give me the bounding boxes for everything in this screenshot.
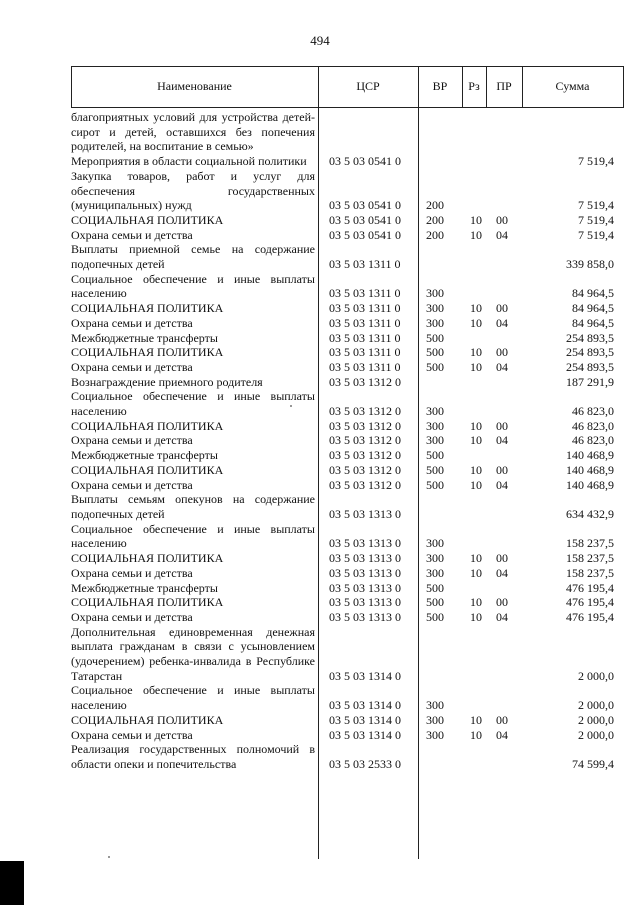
header-sum: Сумма — [555, 79, 590, 93]
row-sum: 140 468,9 — [566, 462, 614, 477]
row-vr: 300 — [426, 418, 444, 433]
row-csr: 03 5 03 1311 0 — [329, 286, 401, 301]
row-sum: 476 195,4 — [566, 580, 614, 595]
row-sum: 158 237,5 — [566, 565, 614, 580]
table-row — [71, 331, 624, 346]
row-name: Закупка товаров, работ и услуг для обеспечения государственных (муниципальных) нужд — [71, 168, 315, 213]
row-sum: 46 823,0 — [572, 404, 614, 419]
table-row — [71, 728, 624, 743]
row-vr: 300 — [426, 698, 444, 713]
row-name: СОЦИАЛЬНАЯ ПОЛИТИКА — [71, 462, 224, 477]
row-vr: 200 — [426, 198, 444, 213]
row-csr: 03 5 03 1312 0 — [329, 433, 401, 448]
table-row — [71, 154, 624, 169]
table-row — [71, 389, 624, 418]
row-pr: 04 — [496, 315, 508, 330]
row-rz: 10 — [470, 359, 482, 374]
row-name: Межбюджетные трансферты — [71, 448, 218, 463]
row-sum: 254 893,5 — [566, 330, 614, 345]
row-rz: 10 — [470, 727, 482, 742]
row-name: Мероприятия в области социальной политики — [71, 154, 307, 169]
row-vr: 500 — [426, 609, 444, 624]
row-name: Выплаты семьям опекунов на содержание подопечных детей — [71, 492, 315, 521]
row-csr: 03 5 03 1311 0 — [329, 345, 401, 360]
row-vr: 500 — [426, 359, 444, 374]
row-rz: 10 — [470, 418, 482, 433]
row-csr: 03 5 03 1313 0 — [329, 551, 401, 566]
row-vr: 500 — [426, 462, 444, 477]
row-pr: 00 — [496, 462, 508, 477]
row-vr: 300 — [426, 536, 444, 551]
table-row — [71, 301, 624, 316]
table-row — [71, 345, 624, 360]
row-pr: 04 — [496, 565, 508, 580]
row-rz: 10 — [470, 595, 482, 610]
row-sum: 7 519,4 — [578, 154, 614, 169]
row-csr: 03 5 03 1312 0 — [329, 374, 401, 389]
row-sum: 84 964,5 — [572, 286, 614, 301]
table-row — [71, 213, 624, 228]
row-csr: 03 5 03 1312 0 — [329, 404, 401, 419]
row-sum: 46 823,0 — [572, 418, 614, 433]
row-rz: 10 — [470, 227, 482, 242]
row-sum: 254 893,5 — [566, 359, 614, 374]
table-row — [71, 433, 624, 448]
row-name: Социальное обеспечение и иные выплаты населению — [71, 389, 315, 419]
column-divider — [623, 66, 624, 108]
row-name: Охрана семьи и детства — [71, 359, 193, 374]
table-row — [71, 228, 624, 243]
row-vr: 500 — [426, 580, 444, 595]
row-csr: 03 5 03 1312 0 — [329, 448, 401, 463]
row-name: Охрана семьи и детства — [71, 315, 193, 330]
row-csr: 03 5 03 1313 0 — [329, 609, 401, 624]
row-csr: 03 5 03 1314 0 — [329, 668, 401, 683]
row-rz: 10 — [470, 315, 482, 330]
row-sum: 2 000,0 — [578, 727, 614, 742]
row-csr: 03 5 03 1312 0 — [329, 418, 401, 433]
table-row — [71, 448, 624, 463]
row-name: СОЦИАЛЬНАЯ ПОЛИТИКА — [71, 212, 224, 227]
table-row — [71, 419, 624, 434]
row-sum: 2 000,0 — [578, 668, 614, 683]
header-name: Наименование — [157, 79, 232, 93]
row-csr: 03 5 03 0541 0 — [329, 227, 401, 242]
row-name: Социальное обеспечение и иные выплаты населению — [71, 683, 315, 713]
row-name: СОЦИАЛЬНАЯ ПОЛИТИКА — [71, 345, 224, 360]
row-name: Охрана семьи и детства — [71, 477, 193, 492]
row-sum: 140 468,9 — [566, 448, 614, 463]
row-csr: 03 5 03 1311 0 — [329, 257, 401, 272]
row-vr: 300 — [426, 712, 444, 727]
row-pr: 00 — [496, 212, 508, 227]
table-row — [71, 463, 624, 478]
row-pr: 00 — [496, 345, 508, 360]
row-name: Охрана семьи и детства — [71, 565, 193, 580]
row-pr: 04 — [496, 227, 508, 242]
table-row — [71, 360, 624, 375]
row-sum: 254 893,5 — [566, 345, 614, 360]
row-sum: 476 195,4 — [566, 595, 614, 610]
scan-edge-mark — [0, 861, 24, 905]
row-name: Охрана семьи и детства — [71, 227, 193, 242]
row-sum: 2 000,0 — [578, 698, 614, 713]
row-name: Выплаты приемной семье на содержание подопечных детей — [71, 242, 315, 272]
row-vr: 300 — [426, 727, 444, 742]
row-vr: 500 — [426, 448, 444, 463]
row-name: СОЦИАЛЬНАЯ ПОЛИТИКА — [71, 712, 224, 727]
row-name: СОЦИАЛЬНАЯ ПОЛИТИКА — [71, 595, 224, 610]
row-sum: 634 432,9 — [566, 506, 614, 521]
table-row — [71, 595, 624, 610]
row-pr: 04 — [496, 433, 508, 448]
row-pr: 04 — [496, 609, 508, 624]
table-row — [71, 610, 624, 625]
table-row — [71, 169, 624, 213]
row-name: Межбюджетные трансферты — [71, 330, 218, 345]
header-csr: ЦСР — [356, 79, 380, 93]
budget-table — [71, 66, 624, 859]
table-row — [71, 375, 624, 390]
row-vr: 300 — [426, 301, 444, 316]
row-name: Вознаграждение приемного родителя — [71, 374, 263, 389]
row-sum: 84 964,5 — [572, 315, 614, 330]
row-csr: 03 5 03 1313 0 — [329, 580, 401, 595]
row-name: Реализация государственных полномочий в области опеки и попечительства — [71, 742, 315, 771]
row-sum: 7 519,4 — [578, 198, 614, 213]
row-csr: 03 5 03 1312 0 — [329, 462, 401, 477]
row-pr: 04 — [496, 727, 508, 742]
row-csr: 03 5 03 1313 0 — [329, 506, 401, 521]
row-csr: 03 5 03 1314 0 — [329, 712, 401, 727]
row-rz: 10 — [470, 345, 482, 360]
row-vr: 300 — [426, 433, 444, 448]
row-sum: 140 468,9 — [566, 477, 614, 492]
row-pr: 00 — [496, 301, 508, 316]
table-row — [71, 242, 624, 271]
table-row — [71, 110, 624, 154]
table-row — [71, 551, 624, 566]
header-vr: ВР — [432, 79, 448, 93]
header-pr: ПР — [496, 79, 512, 93]
row-sum: 476 195,4 — [566, 609, 614, 624]
row-vr: 500 — [426, 595, 444, 610]
row-name: СОЦИАЛЬНАЯ ПОЛИТИКА — [71, 551, 224, 566]
row-sum: 74 599,4 — [572, 756, 614, 771]
row-name: Межбюджетные трансферты — [71, 580, 218, 595]
row-pr: 00 — [496, 595, 508, 610]
row-csr: 03 5 03 1311 0 — [329, 359, 401, 374]
row-pr: 00 — [496, 418, 508, 433]
row-csr: 03 5 03 1313 0 — [329, 536, 401, 551]
row-rz: 10 — [470, 433, 482, 448]
table-row — [71, 566, 624, 581]
row-name: Охрана семьи и детства — [71, 727, 193, 742]
row-name: СОЦИАЛЬНАЯ ПОЛИТИКА — [71, 301, 224, 316]
row-csr: 03 5 03 0541 0 — [329, 198, 401, 213]
table-row — [71, 713, 624, 728]
row-sum: 158 237,5 — [566, 551, 614, 566]
table-row — [71, 316, 624, 331]
row-rz: 10 — [470, 212, 482, 227]
row-csr: 03 5 03 1311 0 — [329, 330, 401, 345]
row-csr: 03 5 03 1314 0 — [329, 727, 401, 742]
row-csr: 03 5 03 0541 0 — [329, 212, 401, 227]
row-csr: 03 5 03 1314 0 — [329, 698, 401, 713]
scan-speck — [290, 405, 292, 407]
row-vr: 500 — [426, 477, 444, 492]
row-rz: 10 — [470, 565, 482, 580]
row-csr: 03 5 03 2533 0 — [329, 756, 401, 771]
page-number: 494 — [310, 33, 330, 48]
row-vr: 300 — [426, 315, 444, 330]
row-sum: 7 519,4 — [578, 227, 614, 242]
table-row — [71, 683, 624, 712]
row-rz: 10 — [470, 462, 482, 477]
row-csr: 03 5 03 1313 0 — [329, 595, 401, 610]
row-sum: 46 823,0 — [572, 433, 614, 448]
row-name: Дополнительная единовременная денежная выплата гражданам в связи с усыновлением (удочерением) ребенка-инвалида в Республике Татарстан — [71, 624, 315, 683]
row-sum: 84 964,5 — [572, 301, 614, 316]
row-pr: 04 — [496, 477, 508, 492]
table-row — [71, 625, 624, 684]
row-vr: 200 — [426, 227, 444, 242]
row-rz: 10 — [470, 477, 482, 492]
row-vr: 200 — [426, 212, 444, 227]
row-rz: 10 — [470, 551, 482, 566]
table-row — [71, 272, 624, 301]
row-csr: 03 5 03 1311 0 — [329, 315, 401, 330]
row-name: СОЦИАЛЬНАЯ ПОЛИТИКА — [71, 418, 224, 433]
row-pr: 04 — [496, 359, 508, 374]
row-rz: 10 — [470, 712, 482, 727]
row-vr: 300 — [426, 565, 444, 580]
table-row — [71, 742, 624, 771]
row-csr: 03 5 03 1311 0 — [329, 301, 401, 316]
row-sum: 158 237,5 — [566, 536, 614, 551]
row-csr: 03 5 03 1313 0 — [329, 565, 401, 580]
row-name: Охрана семьи и детства — [71, 433, 193, 448]
row-name: благоприятных условий для устройства детей-сирот и детей, оставшихся без попечения родителей, на воспитание в семью» — [71, 110, 315, 154]
row-vr: 300 — [426, 404, 444, 419]
row-pr: 00 — [496, 712, 508, 727]
row-name: Охрана семьи и детства — [71, 609, 193, 624]
scan-speck — [108, 856, 110, 858]
header-bottom-border — [71, 107, 624, 108]
row-rz: 10 — [470, 301, 482, 316]
header-rz: Рз — [468, 79, 480, 93]
table-body — [71, 110, 624, 772]
table-row — [71, 492, 624, 521]
row-vr: 300 — [426, 286, 444, 301]
row-name: Социальное обеспечение и иные выплаты населению — [71, 271, 315, 301]
row-csr: 03 5 03 0541 0 — [329, 154, 401, 169]
row-vr: 500 — [426, 330, 444, 345]
table-row — [71, 522, 624, 551]
row-csr: 03 5 03 1312 0 — [329, 477, 401, 492]
row-vr: 500 — [426, 345, 444, 360]
row-rz: 10 — [470, 609, 482, 624]
row-sum: 7 519,4 — [578, 212, 614, 227]
row-pr: 00 — [496, 551, 508, 566]
row-sum: 339 858,0 — [566, 257, 614, 272]
table-row — [71, 478, 624, 493]
row-vr: 300 — [426, 551, 444, 566]
row-name: Социальное обеспечение и иные выплаты населению — [71, 521, 315, 551]
table-row — [71, 581, 624, 596]
row-sum: 187 291,9 — [566, 374, 614, 389]
row-sum: 2 000,0 — [578, 712, 614, 727]
